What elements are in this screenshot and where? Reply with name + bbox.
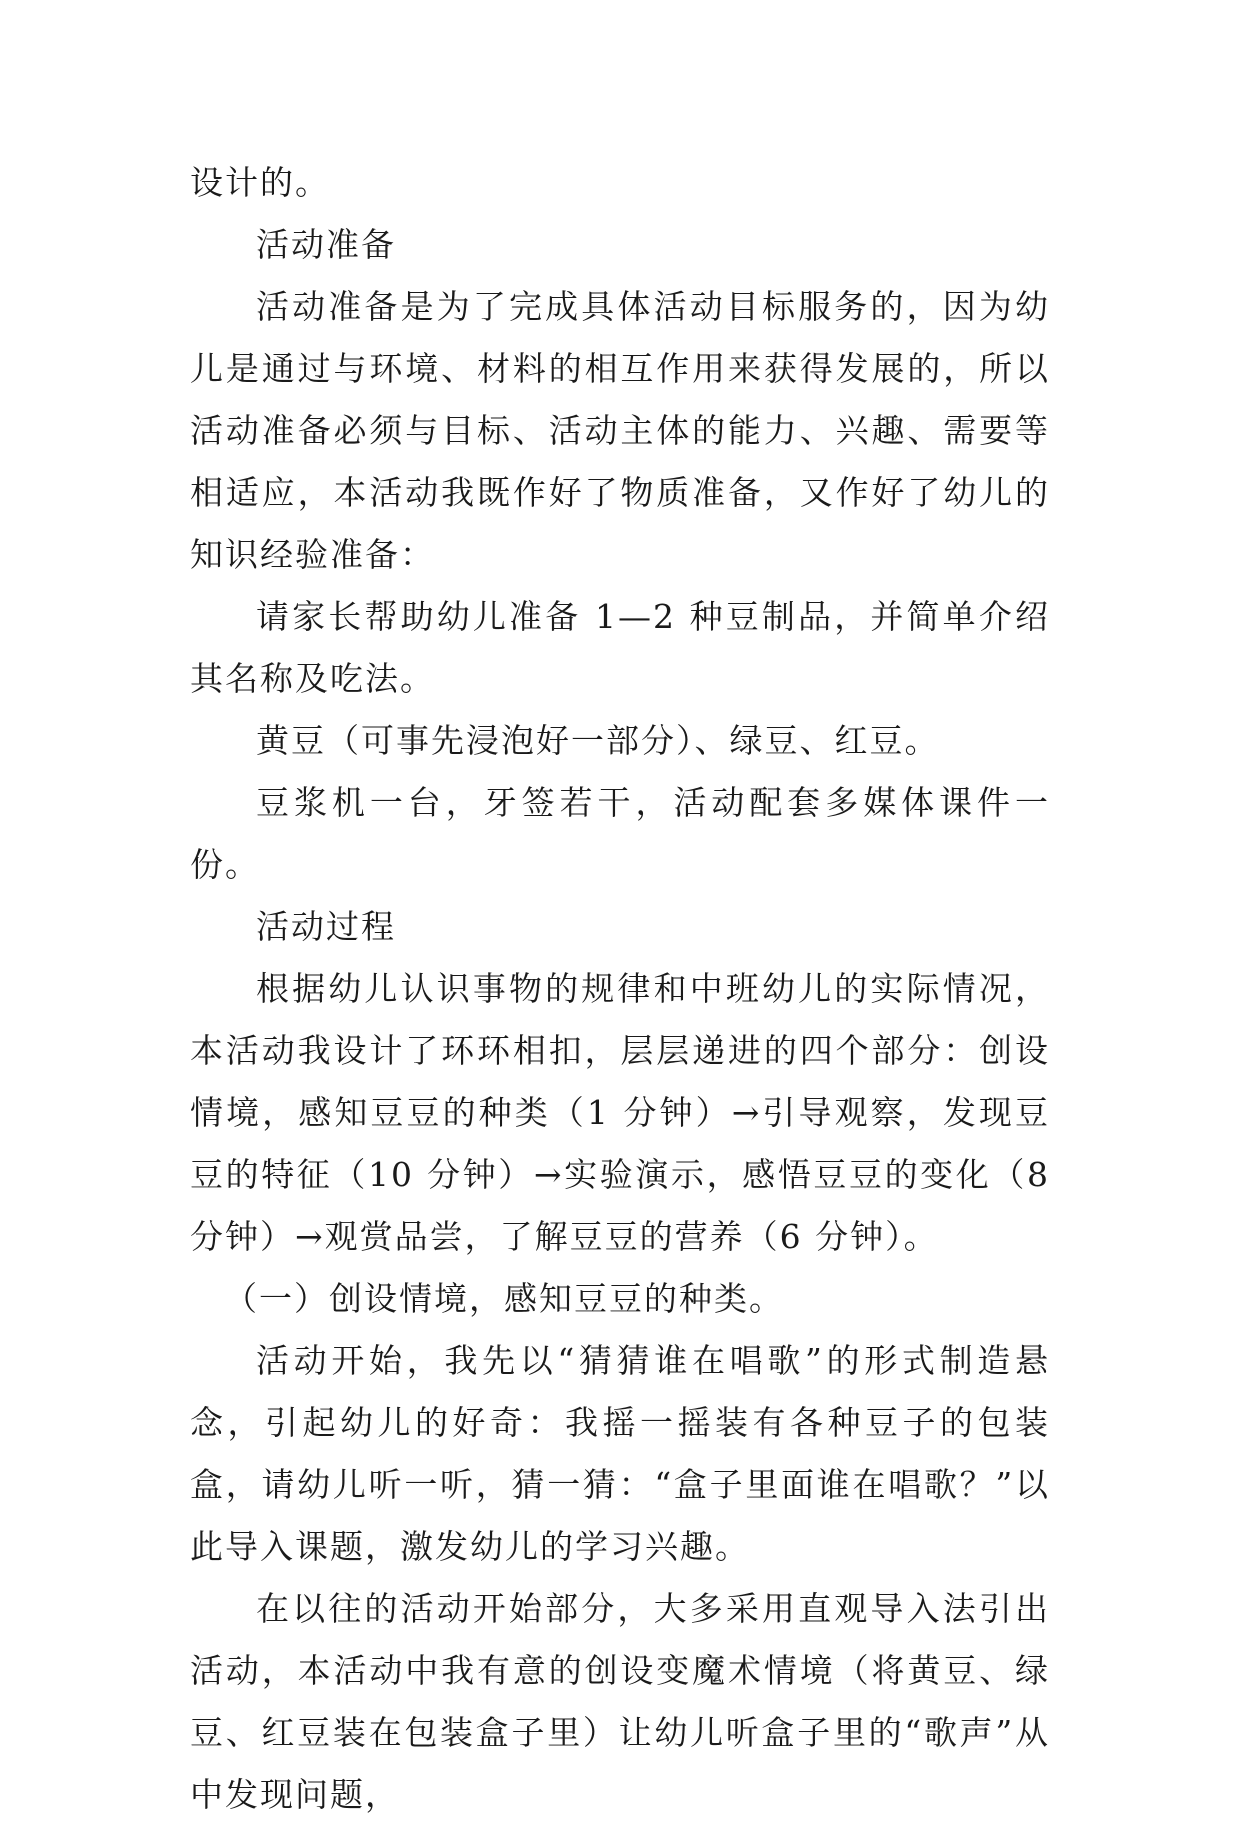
paragraph-materials: 豆浆机一台，牙签若干，活动配套多媒体课件一份。 [190,783,1050,884]
section-heading-activity-preparation: 活动准备 [256,225,396,264]
paragraph-continuation: 设计的。 [190,163,330,202]
paragraph-activity-start: 活动开始，我先以“猜猜谁在唱歌”的形式制造悬念，引起幼儿的好奇：我摇一摇装有各种豆子的包装盒，请幼儿听一听，猜一猜：“盒子里面谁在唱歌？”以此导入课题，激发幼儿的学习兴趣。 [190,1341,1050,1566]
document-body [190,152,1050,1826]
section-heading-activity-process: 活动过程 [256,907,396,946]
paragraph-process-overview: 根据幼儿认识事物的规律和中班幼儿的实际情况，本活动我设计了环环相扣，层层递进的四个部分：创设情境，感知豆豆的种类（1 分钟）→引导观察，发现豆豆的特征（10 分钟）→实验演示，感悟豆豆的变化（8 分钟）→观赏品尝，了解豆豆的营养（6 分钟）。 [190,969,1050,1256]
paragraph-beans-list: 黄豆（可事先浸泡好一部分）、绿豆、红豆。 [256,721,940,760]
paragraph-parent-help: 请家长帮助幼儿准备 1—2 种豆制品，并简单介绍其名称及吃法。 [190,597,1050,698]
subsection-heading-1: （一）创设情境，感知豆豆的种类。 [224,1279,784,1318]
paragraph-preparation-intro: 活动准备是为了完成具体活动目标服务的，因为幼儿是通过与环境、材料的相互作用来获得发展的，所以活动准备必须与目标、活动主体的能力、兴趣、需要等相适应，本活动我既作好了物质准备，又作好了幼儿的知识经验准备： [190,287,1050,574]
paragraph-comparison: 在以往的活动开始部分，大多采用直观导入法引出活动，本活动中我有意的创设变魔术情境（将黄豆、绿豆、红豆装在包装盒子里）让幼儿听盒子里的“歌声”从中发现问题， [190,1589,1050,1814]
